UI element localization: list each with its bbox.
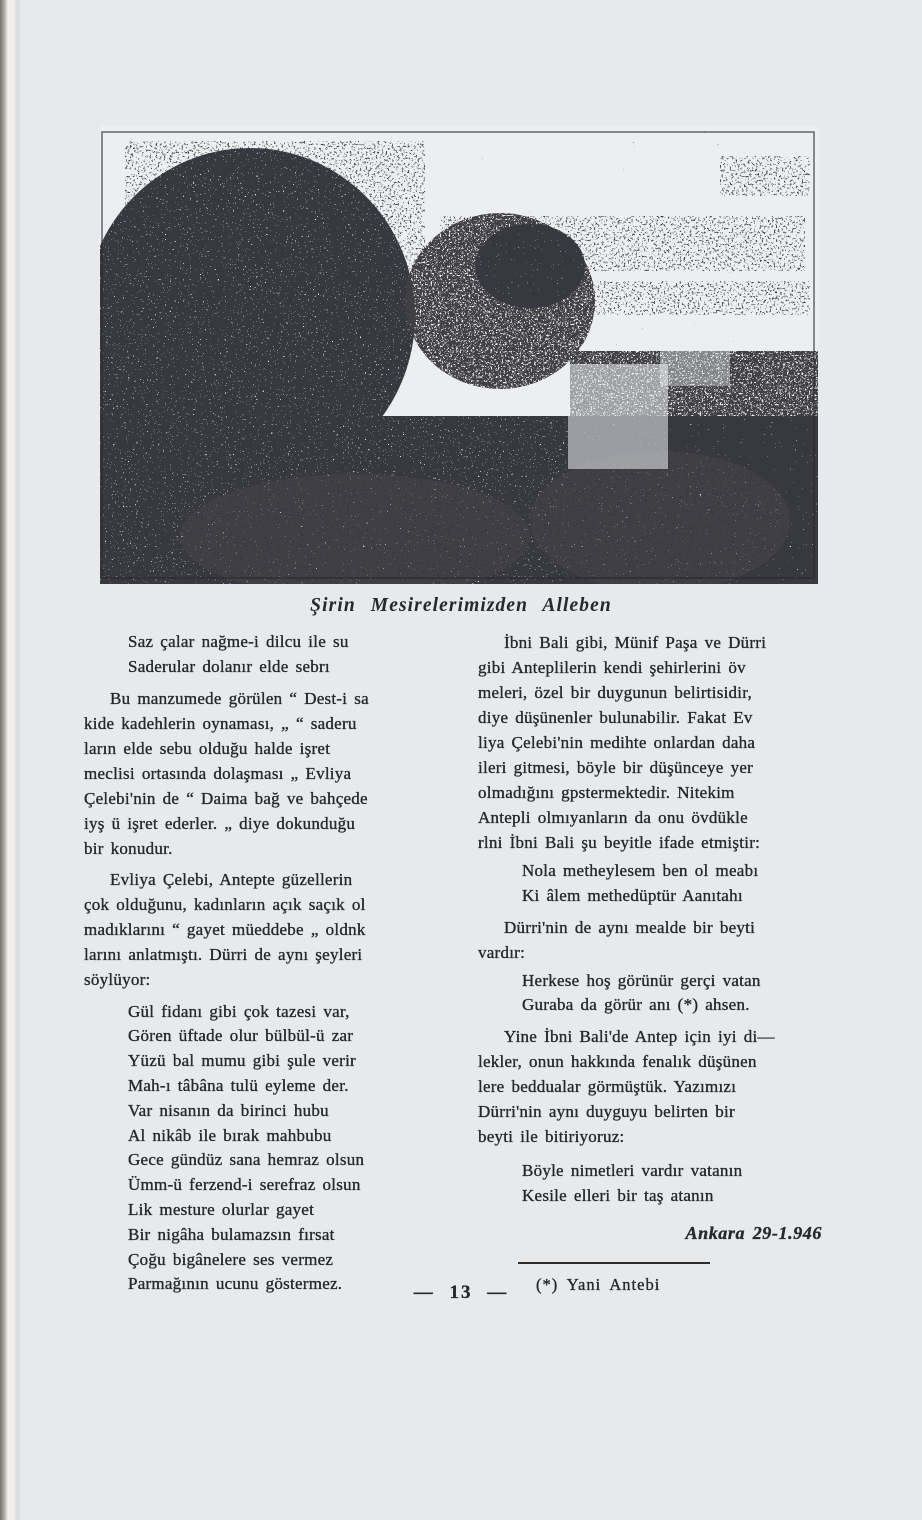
text-line: söylüyor: (84, 969, 151, 989)
verse-line: Parmağının ucunu göstermez. (128, 1274, 343, 1294)
text-line: diye düşünenler bulunabilir. Fakat Ev (478, 708, 753, 727)
text-line: rlni İbni Bali şu beyitle ifade etmiştir: (478, 833, 761, 852)
verse-line: Yüzü bal mumu gibi şule verir (128, 1051, 356, 1071)
verse-line: Gece gündüz sana hemraz olsun (128, 1150, 365, 1170)
footnote-divider (518, 1262, 710, 1264)
right-couplet-1 (478, 859, 856, 909)
verse-line: Saderular dolanır elde sebrı (128, 656, 330, 676)
text-line: larını anlatmıştı. Dürri de aynı şeyleri (84, 944, 363, 964)
text-line: vardır: (478, 942, 526, 962)
left-poem (84, 1000, 448, 1298)
verse-line: Var nisanın da birinci hubu (128, 1100, 329, 1120)
text-line: Dürri'nin de aynı mealde bir beyti (504, 917, 756, 937)
text-line: meleri, özel bir duygunun belirtisidir, (478, 683, 753, 702)
verse-line: Saz çalar nağme-i dilcu ile su (128, 632, 349, 651)
text-line: lekler, onun hakkında fenalık düşünen (478, 1052, 757, 1072)
text-line: madıklarını “ gayet müeddebe „ oldnk (84, 919, 366, 939)
text-line: çok olduğunu, kadınların açık saçık ol (84, 894, 366, 914)
verse-line: Böyle nimetleri vardır vatanın (522, 1161, 743, 1181)
right-couplet-3 (478, 1159, 856, 1209)
right-paragraph-3 (478, 1024, 856, 1149)
text-line: bir konudur. (84, 838, 173, 858)
text-line: liya Çelebi'nin medihte onlardan daha (478, 733, 756, 752)
text-line: kide kadehlerin oynaması, „ “ saderu (84, 713, 357, 733)
text-line: Evliya Çelebi, Antepte güzellerin (110, 869, 353, 889)
text-line: ileri gitmesi, böyle bir düşünceye yer (478, 758, 754, 777)
text-line: beyti ile bitiriyoruz: (478, 1127, 625, 1147)
verse-line: Bir nigâha bulamazsın fırsat (128, 1224, 335, 1244)
verse-line: Herkese hoş görünür gerçi vatan (522, 970, 761, 990)
right-paragraph-1 (478, 630, 856, 855)
verse-line: Kesile elleri bir taş atanın (522, 1185, 714, 1205)
verse-line: Al nikâb ile bırak mahbubu (128, 1125, 332, 1145)
left-column (84, 630, 448, 1297)
left-paragraph-2 (84, 867, 448, 992)
text-line: ların elde sebu olduğu halde işret (84, 738, 331, 758)
text-line: Antepli olmıyanların da onu övdükle (478, 808, 748, 827)
footnote-text: (*) Yani Antebi (536, 1274, 661, 1294)
right-couplet-2 (478, 969, 856, 1019)
text-line: Dürri'nin aynı duyguyu belirten bir (478, 1102, 735, 1122)
verse-line: Ki âlem methedüptür Aanıtahı (522, 885, 743, 905)
text-line: lere beddualar görmüştük. Yazımızı (478, 1077, 737, 1097)
verse-line: Gören üftade olur bülbül-ü zar (128, 1026, 354, 1046)
verse-line: Nola metheylesem ben ol meabı (522, 861, 759, 880)
text-columns (84, 630, 856, 1297)
page-number: — 13 — (413, 1282, 509, 1303)
right-column (478, 630, 856, 1297)
text-line: olmadığını gpstermektedir. Nitekim (478, 783, 735, 802)
verse-line: Çoğu bigânelere ses vermez (128, 1249, 334, 1269)
date-signature: Ankara 29-1.946 (685, 1222, 822, 1243)
photo-caption: Şirin Mesirelerimizden Alleben (310, 595, 612, 616)
verse-line: Lik mesture olurlar gayet (128, 1199, 315, 1219)
left-paragraph-1 (84, 686, 448, 861)
verse-line: Ümm-ü ferzend-i serefraz olsun (128, 1175, 361, 1195)
verse-line: Gül fidanı gibi çok tazesi var, (128, 1001, 350, 1021)
right-paragraph-2 (478, 915, 856, 965)
text-line: gibi Anteplilerin kendi şehirlerini öv (478, 658, 746, 677)
verse-line: Guraba da görür anı (*) ahsen. (522, 995, 750, 1015)
verse-line: Mah-ı tâbâna tulü eyleme der. (128, 1075, 349, 1095)
text-line: Bu manzumede görülen “ Dest-i sa (110, 688, 369, 708)
halftone-landscape-photo (100, 126, 818, 584)
text-line: meclisi ortasında dolaşması „ Evliya (84, 763, 352, 783)
text-line: İbni Bali gibi, Münif Paşa ve Dürri (504, 633, 767, 652)
halftone-photo-art (100, 126, 818, 584)
text-line: Yine İbni Bali'de Antep için iyi di— (504, 1027, 775, 1047)
text-line: Çelebi'nin de “ Daima bağ ve bahçede (84, 788, 368, 808)
text-line: iyş ü işret ederler. „ diye dokunduğu (84, 813, 356, 833)
opening-couplet (84, 630, 448, 680)
